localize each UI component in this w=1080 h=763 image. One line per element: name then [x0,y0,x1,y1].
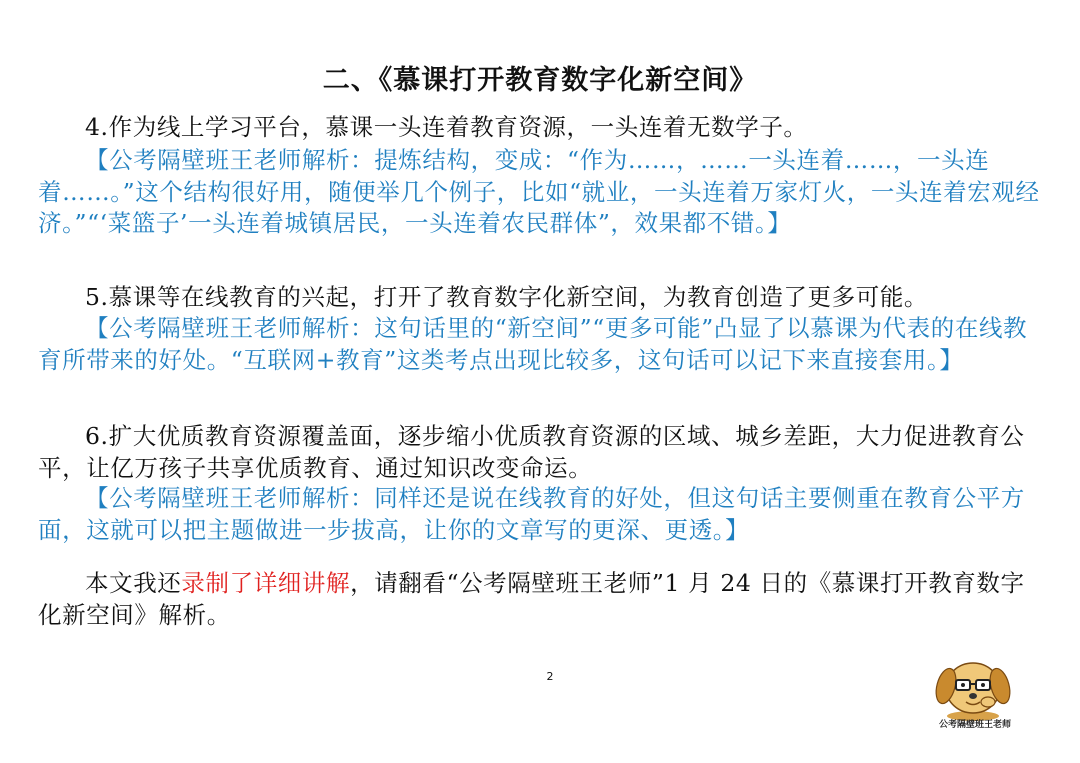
item-4-note: 【公考隔壁班王老师解析：提炼结构，变成：“作为……，……一头连着……，一头连着……。”这个结构很好用，随便举几个例子，比如“就业，一头连着万家灯火，一头连着宏观经济。”“‘菜篮子’一头连着城镇居民，一头连着农民群体”，效果都不错。】 [38,146,1040,237]
page-title: 二、《慕课打开教育数字化新空间》 [322,65,758,96]
logo-caption: 公考隔壁班王老师 [938,720,1011,730]
item-5-text: 5.慕课等在线教育的兴起，打开了教育数字化新空间，为教育创造了更多可能。 [85,283,929,311]
closing-text-before: 本文我还 [85,569,182,597]
dog-mascot-logo [932,650,1014,722]
closing-text-after: ，请翻看“公考隔壁班王老师”1 月 24 日的《慕课打开教育数字化新空间》解析。 [38,569,1025,629]
page-number: 2 [546,670,554,683]
closing-paragraph [38,568,1044,631]
item-4-text: 4.作为线上学习平台，慕课一头连着教育资源，一头连着无数学子。 [85,113,808,141]
item-6-note: 【公考隔壁班王老师解析：同样还是说在线教育的好处，但这句话主要侧重在教育公平方面，这就可以把主题做进一步拔高，让你的文章写的更深、更透。】 [38,484,1025,544]
item-5-note: 【公考隔壁班王老师解析：这句话里的“新空间”“更多可能”凸显了以慕课为代表的在线教育所带来的好处。“互联网+教育”这类考点出现比较多，这句话可以记下来直接套用。】 [38,314,1028,374]
closing-highlight: 录制了详细讲解 [181,569,351,597]
item-6-text: 6.扩大优质教育资源覆盖面，逐步缩小优质教育资源的区域、城乡差距，大力促进教育公平，让亿万孩子共享优质教育、通过知识改变命运。 [38,422,1025,482]
